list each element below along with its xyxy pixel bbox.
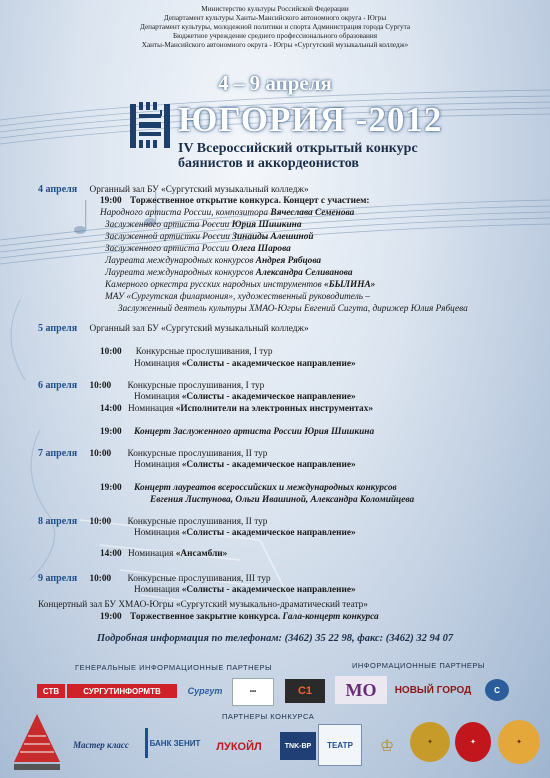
day-9-closing: 19:00 Торжественное закрытие конкурса. Гала-концерт конкурса: [100, 612, 379, 622]
general-partners-heading: ГЕНЕРАЛЬНЫЕ ИНФОРМАЦИОННЫЕ ПАРТНЕРЫ: [75, 663, 273, 672]
event-dates: 4 – 9 апреля: [218, 71, 332, 95]
performer-1: Народного артиста России, композитора Вячеслава Семенова: [100, 208, 355, 218]
performer-4: Заслуженного артиста России Олега Шарова: [105, 244, 291, 254]
yugoria-logo-icon: [128, 100, 172, 152]
header-line-1: Министерство культуры Российской Федерации: [201, 5, 349, 13]
day-5-row: 5 апреля Органный зал БУ «Сургутский музыкальный колледж»: [38, 323, 309, 334]
performer-6: Лауреата международных конкурсов Александра Селиванова: [105, 268, 353, 278]
master-klass-logo: Мастер класс: [73, 740, 129, 750]
day-7-concert-performers: Евгения Листунова, Ольги Ивашиной, Александра Коломийцева: [150, 495, 415, 505]
lukoil-logo: ЛУКОЙЛ: [216, 741, 262, 753]
gold-medal-logo-icon: ✦: [410, 722, 450, 762]
day-4-event: Торжественное открытие конкурса. Концерт с участием:: [130, 196, 370, 206]
contest-subtitle: [178, 141, 418, 171]
subtitle-line-2: баянистов и аккордеонистов: [178, 156, 359, 171]
crest-logo-icon: ♔: [379, 738, 395, 755]
day-6-nomination-2: 14:00 Номинация «Исполнители на электронных инструментах»: [100, 404, 373, 414]
orange-emblem-logo-icon: ✦: [498, 720, 540, 764]
day-7-row: 7 апреля 10:00 Конкурсные прослушивания, II тур: [38, 448, 268, 459]
surgutinformtv-logo: СУРГУТИНФОРМТВ: [67, 684, 177, 698]
day-4-time: 19:00: [100, 196, 122, 206]
performer-2: Заслуженного артиста России Юрия Шишкина: [105, 220, 302, 230]
contest-title: ЮГОРИЯ -2012: [178, 100, 443, 139]
header-line-2: Департамент культуры Ханты-Мансийского автономного округа - Югры: [163, 14, 387, 22]
day-9-nomination: Номинация «Солисты - академическое направление»: [134, 585, 356, 595]
bank-zenit-logo: БАНК ЗЕНИТ: [145, 728, 202, 758]
day-8-ensembles: 14:00 Номинация «Ансамбли»: [100, 549, 228, 559]
tnk-bp-logo-icon: TNK-BP: [280, 732, 316, 760]
performer-3: Заслуженной артистки России Зинаиды Алешиной: [105, 232, 314, 242]
header-line-4: Бюджетное учреждение среднего профессионального образования: [172, 32, 378, 40]
day-7-nomination: Номинация «Солисты - академическое направление»: [134, 460, 356, 470]
teatr-logo: ТЕАТР: [318, 724, 362, 766]
contest-partners-heading: ПАРТНЕРЫ КОНКУРСА: [222, 712, 315, 721]
day-7-concert: 19:00 Концерт лауреатов всероссийских и международных конкурсов: [100, 483, 397, 493]
day-6-row: 6 апреля 10:00 Конкурсные прослушивания, I тур: [38, 380, 265, 391]
day-9-venue: Концертный зал БУ ХМАО-Югры «Сургутский музыкально-драматический театр»: [38, 600, 368, 610]
day-6-nomination-1: Номинация «Солисты - академическое направление»: [134, 392, 356, 402]
header-line-3: Департамент культуры, молодежной политики и спорта Администрация города Сургута: [139, 23, 411, 31]
day-4-venue: Органный зал БУ «Сургутский музыкальный колледж»: [89, 185, 309, 195]
surgut-logo: Сургут: [187, 686, 223, 696]
day-4-row: [38, 184, 309, 196]
info-partners-heading: ИНФОРМАЦИОННЫЕ ПАРТНЕРЫ: [352, 661, 486, 670]
novyi-gorod-logo: НОВЫЙ ГОРОД: [394, 684, 472, 696]
header-line-5: Ханты-Мансийского автономного округа - Югры «Сургутский музыкальный колледж»: [141, 41, 409, 49]
radio-logo-icon: •••: [232, 678, 274, 706]
performer-8: МАУ «Сургутская филармония», художественный руководитель –: [105, 292, 370, 302]
day-4-date: 4 апреля: [38, 184, 78, 195]
red-badge-logo-icon: ✦: [455, 722, 491, 762]
day-6-concert: 19:00 Концерт Заслуженного артиста России Юрия Шишкина: [100, 427, 375, 437]
performer-9: Заслуженный деятель культуры ХМАО-Югры Евгений Сигута, дирижер Юлия Рябцева: [118, 304, 468, 314]
day-5-session: 10:00 Конкурсные прослушивания, I тур: [100, 347, 273, 357]
info-partner-emblem-icon: С: [485, 679, 509, 701]
day-8-nomination: Номинация «Солисты - академическое направление»: [134, 528, 356, 538]
mo-logo: МО: [335, 676, 387, 704]
contact-phones: Подробная информация по телефонам: (3462) 35 22 98, факс: (3462) 32 94 07: [96, 633, 454, 644]
day-4-opening: [100, 196, 370, 207]
performer-5: Лауреата международных конкурсов Андрея Рябцова: [105, 256, 322, 266]
day-5-nomination: Номинация «Солисты - академическое направление»: [134, 359, 356, 369]
tv-channel-logo-icon: С1: [285, 679, 325, 703]
performer-7: Камерного оркестра русских народных инструментов «БЫЛИНА»: [105, 280, 376, 290]
day-8-row: 8 апреля 10:00 Конкурсные прослушивания, II тур: [38, 516, 268, 527]
accordion-association-logo-icon: [12, 712, 62, 772]
stv-logo: СТВ: [37, 684, 65, 698]
subtitle-line-1: IV Всероссийский открытый конкурс: [178, 141, 418, 156]
day-9-row: 9 апреля 10:00 Конкурсные прослушивания, III тур: [38, 573, 271, 584]
